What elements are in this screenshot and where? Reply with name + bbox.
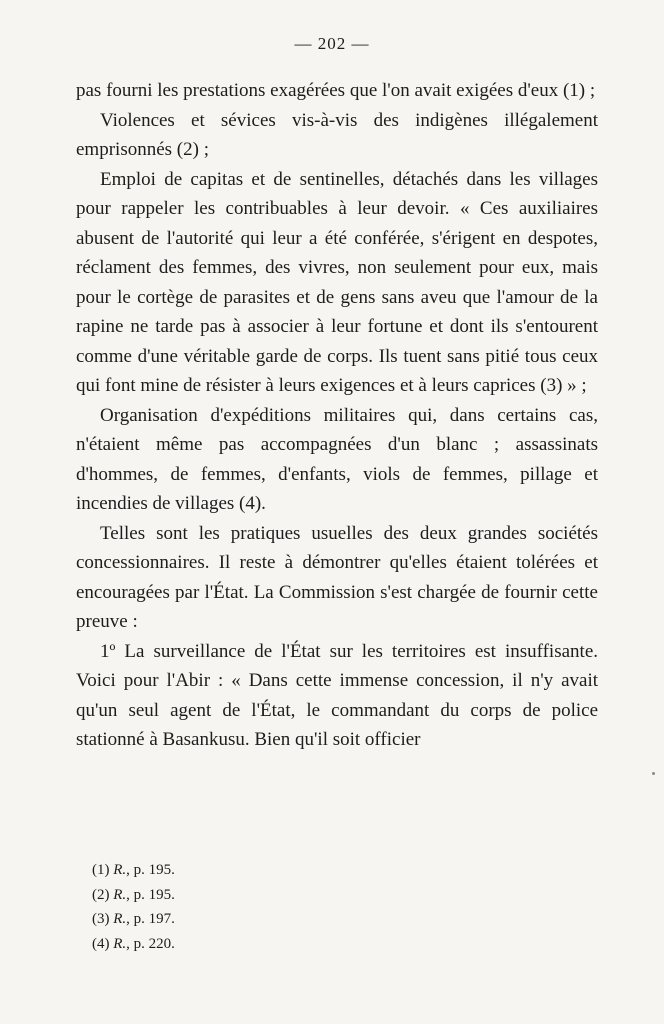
- footnote-4: [92, 932, 392, 957]
- footnote-page: , p. 197.: [126, 911, 175, 927]
- paragraph-5: Telles sont les pratiques usuelles des deux grandes sociétés concessionnaires. Il reste à démontrer qu'elles étaient tolérées et encouragées par l'État. La Commission s'est chargée de fournir cette preuve :: [76, 522, 598, 632]
- footnote-reference: R.: [113, 935, 127, 952]
- paragraph-1: pas fourni les prestations exagérées que l'on avait exigées d'eux (1) ;: [76, 80, 596, 101]
- paper-speck: [652, 772, 655, 775]
- footnote-reference: R.: [113, 862, 127, 878]
- paragraph-4: Organisation d'expéditions militaires qui, dans certains cas, n'étaient même pas accompagnées d'un blanc ; assassinats d'hommes, de femmes, d'enfants, viols de femmes, pillage et incendies de villages (4).: [76, 404, 598, 514]
- footnote-page: , p. 220.: [126, 935, 175, 952]
- footnote-reference: R.: [113, 911, 127, 927]
- footnote-page: , p. 195.: [126, 886, 175, 903]
- footnote-reference: R.: [113, 886, 127, 903]
- body-text: [76, 76, 598, 755]
- footnote-number: (4): [92, 935, 110, 952]
- footnote-number: (1): [92, 862, 110, 878]
- footnotes: [92, 858, 392, 956]
- footnote-page: , p. 195.: [126, 862, 175, 878]
- footnote-1: [92, 858, 392, 883]
- page-number: — 202 —: [294, 34, 370, 53]
- footnote-number: (3): [92, 911, 110, 927]
- paragraph-3: Emploi de capitas et de sentinelles, détachés dans les villages pour rappeler les contribuables à leur devoir. « Ces auxiliaires abusent de l'autorité qui leur a été conférée, s'érigent en despotes, réclament des femmes, des vivres, non seulement pour eux, mais pour le cortège de parasites et de gens sans aveu que l'amour de la rapine ne tarde pas à associer à leur fortune et dont ils s'entourent comme d'une véritable garde de corps. Ils tuent sans pitié tous ceux qui font mine de résister à leurs exigences et à leurs caprices (3) » ;: [76, 168, 598, 396]
- footnote-2: [92, 883, 392, 908]
- paragraph-6: 1º La surveillance de l'État sur les territoires est insuffisante. Voici pour l'Abir : « Dans cette immense concession, il n'y avait qu'un seul agent de l'État, le commandant du corps de police stationné à Basankusu. Bien qu'il soit officier: [76, 640, 598, 750]
- paragraph-2: Violences et sévices vis-à-vis des indigènes illégalement emprisonnés (2) ;: [76, 109, 598, 160]
- footnote-3: [92, 907, 392, 932]
- footnote-number: (2): [92, 886, 110, 903]
